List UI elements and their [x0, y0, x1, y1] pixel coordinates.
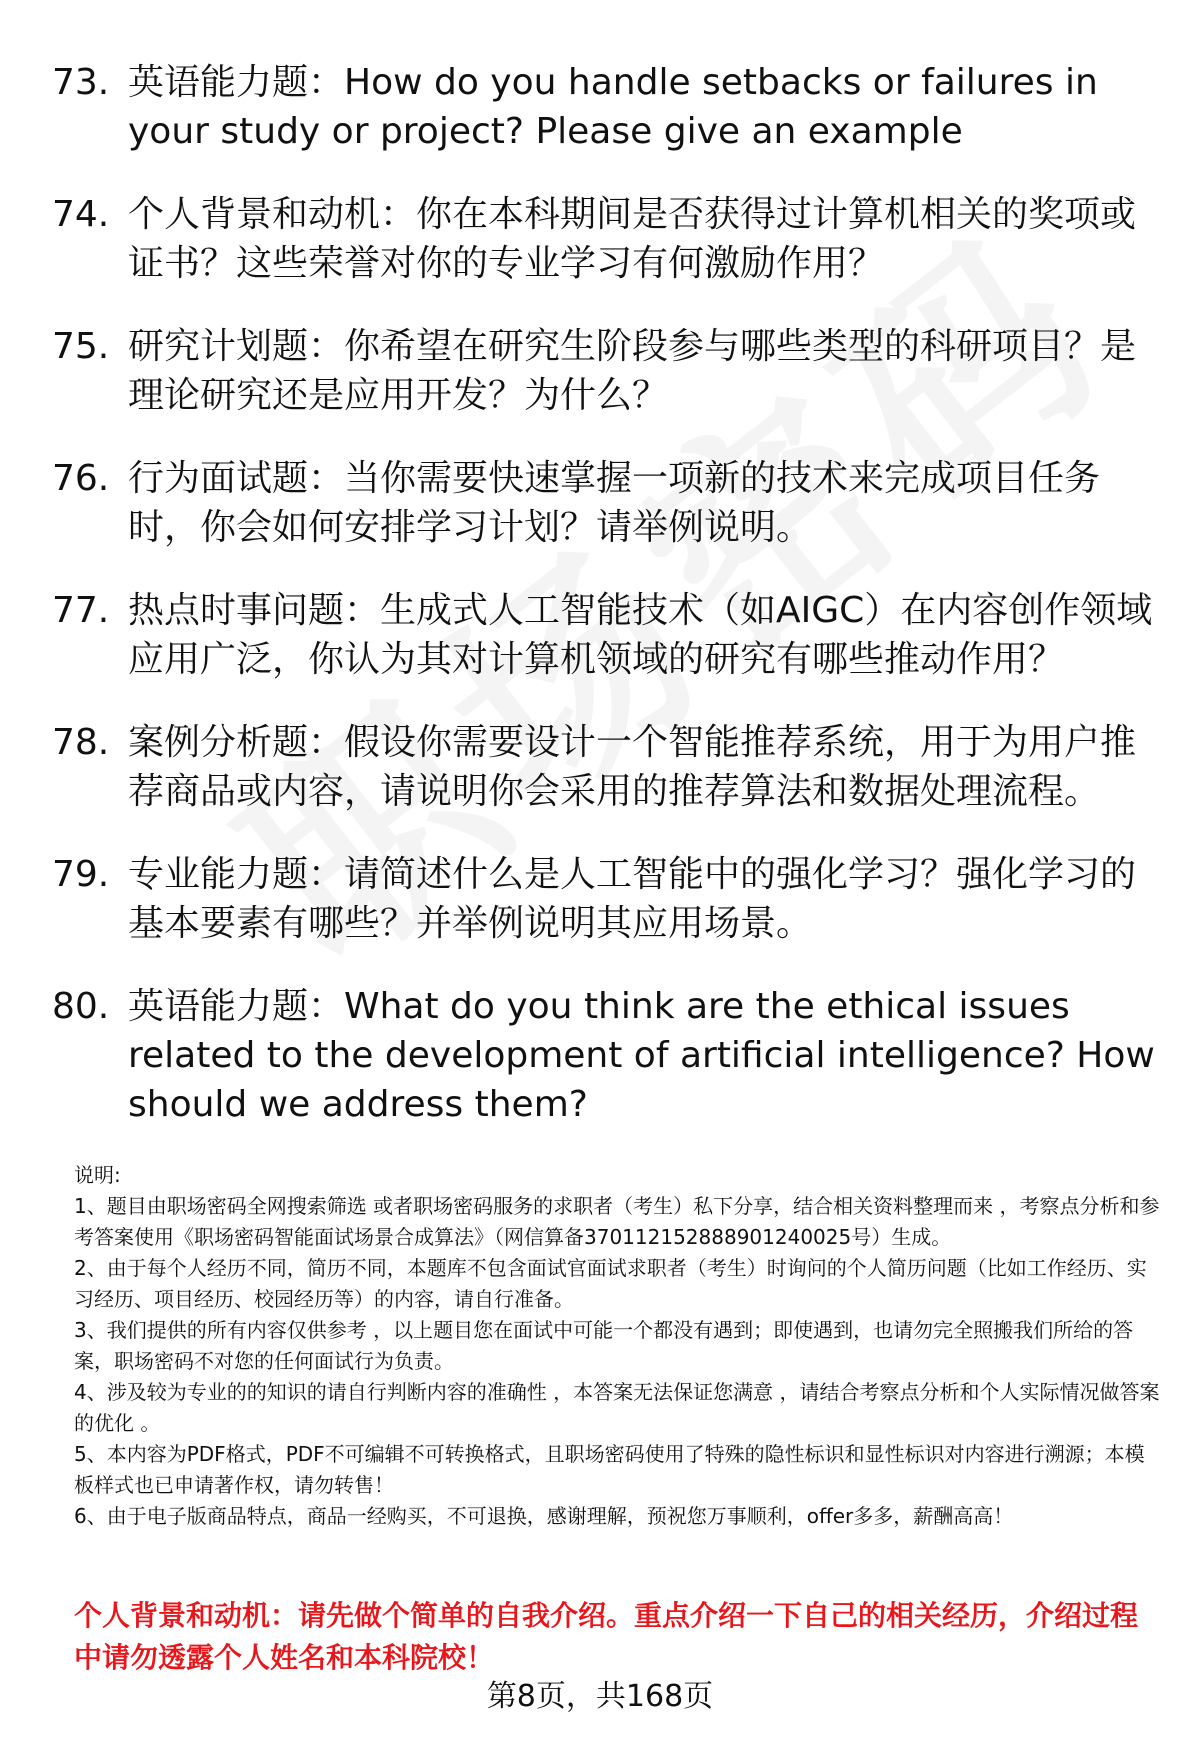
question-number: 77. — [52, 590, 110, 631]
note-item: 1、题目由职场密码全网搜索筛选 或者职场密码服务的求职者（考生）私下分享，结合相关资料整理而来 ，考察点分析和参考答案使用《职场密码智能面试场景合成算法》（网信算备370112152888901240025号）生成。 — [74, 1194, 1160, 1249]
question-number: 75. — [52, 326, 110, 367]
question-list — [52, 58, 1162, 1163]
question-number: 79. — [52, 854, 110, 895]
question-item — [52, 58, 1162, 156]
notes-title: 说明: — [74, 1163, 121, 1187]
question-item — [52, 454, 1162, 552]
note-item: 5、本内容为PDF格式，PDF不可编辑不可转换格式，且职场密码使用了特殊的隐性标识和显性标识对内容进行溯源；本模板样式也已申请著作权，请勿转售！ — [74, 1442, 1145, 1497]
question-text: 案例分析题：假设你需要设计一个智能推荐系统，用于为用户推荐商品或内容，请说明你会采用的推荐算法和数据处理流程。 — [128, 722, 1137, 812]
question-number: 73. — [52, 62, 110, 103]
note-item: 4、涉及较为专业的的知识的请自行判断内容的准确性 ，本答案无法保证您满意 ，请结合考察点分析和个人实际情况做答案的优化 。 — [74, 1380, 1160, 1435]
note-item: 3、我们提供的所有内容仅供参考 ，以上题目您在面试中可能一个都没有遇到；即使遇到，也请勿完全照搬我们所给的答案，职场密码不对您的任何面试行为负责。 — [74, 1318, 1134, 1373]
question-item — [52, 850, 1162, 948]
question-item — [52, 322, 1162, 420]
note-item: 6、由于电子版商品特点，商品一经购买，不可退换，感谢理解，预祝您万事顺利，offer多多，薪酬高高！ — [74, 1504, 1014, 1528]
question-item — [52, 586, 1162, 684]
highlight-question: 个人背景和动机：请先做个简单的自我介绍。重点介绍一下自己的相关经历，介绍过程中请勿透露个人姓名和本科院校！ — [74, 1599, 1139, 1674]
question-number: 78. — [52, 722, 110, 763]
question-number: 76. — [52, 458, 110, 499]
question-text: 专业能力题：请简述什么是人工智能中的强化学习？强化学习的基本要素有哪些？并举例说明其应用场景。 — [128, 854, 1137, 944]
notes-section — [74, 1160, 1164, 1532]
question-text: 行为面试题：当你需要快速掌握一项新的技术来完成项目任务时，你会如何安排学习计划？请举例说明。 — [128, 458, 1101, 548]
question-item — [52, 190, 1162, 288]
question-item — [52, 718, 1162, 816]
page-number: 第8页，共168页 — [486, 1679, 714, 1714]
question-text: 热点时事问题：生成式人工智能技术（如AIGC）在内容创作领域应用广泛，你认为其对计算机领域的研究有哪些推动作用？ — [128, 590, 1153, 680]
note-item: 2、由于每个人经历不同，简历不同，本题库不包含面试官面试求职者（考生）时询问的个人简历问题（比如工作经历、实习经历、项目经历、校园经历等）的内容，请自行准备。 — [74, 1256, 1147, 1311]
question-text: 研究计划题：你希望在研究生阶段参与哪些类型的科研项目？是理论研究还是应用开发？为什么？ — [128, 326, 1137, 416]
question-item — [52, 982, 1162, 1129]
question-text: 英语能力题：How do you handle setbacks or failures in your study or project? Please give an example — [128, 62, 1098, 152]
question-text: 个人背景和动机：你在本科期间是否获得过计算机相关的奖项或证书？这些荣誉对你的专业学习有何激励作用？ — [128, 194, 1137, 284]
question-number: 74. — [52, 194, 110, 235]
question-number: 80. — [52, 986, 110, 1027]
question-text: 英语能力题：What do you think are the ethical issues related to the development of artificial intelligence? How should we address them? — [128, 986, 1155, 1125]
